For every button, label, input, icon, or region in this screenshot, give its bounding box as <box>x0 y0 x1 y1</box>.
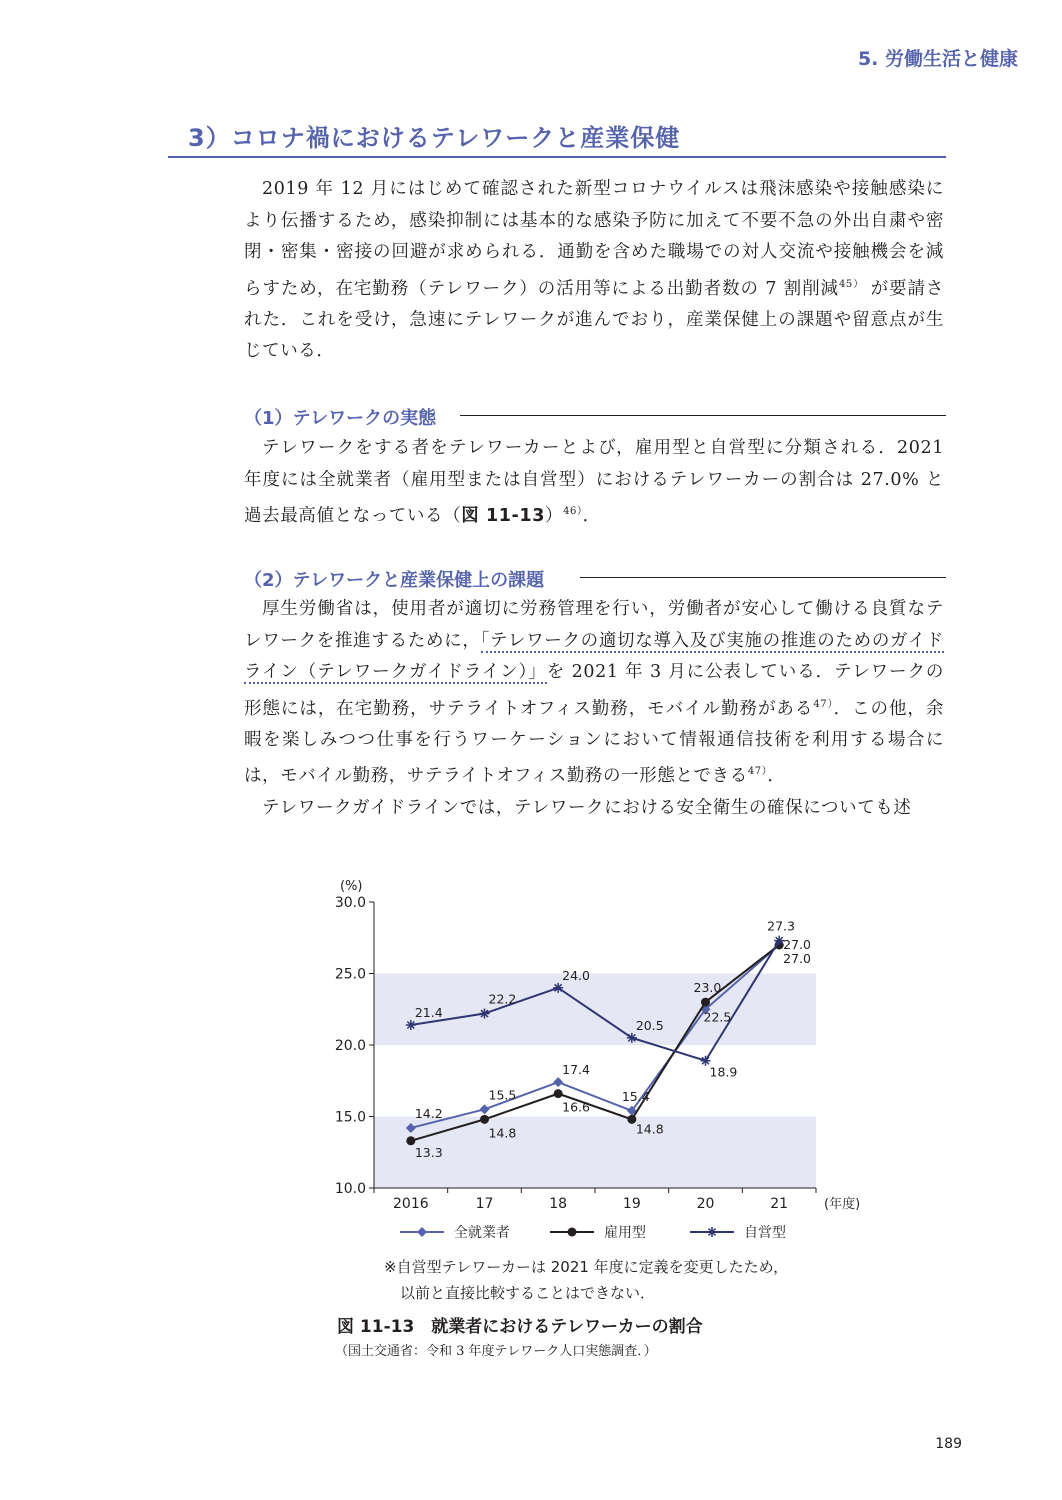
telework-line-chart <box>330 870 870 1250</box>
x-tick-label: 18 <box>549 1196 568 1212</box>
data-label: 27.3 <box>767 918 796 934</box>
legend-marker <box>417 1227 427 1237</box>
x-tick-label: 21 <box>770 1196 789 1212</box>
y-tick-label: 15.0 <box>334 1109 366 1126</box>
sub2-paragraph: 厚生労働省は，使用者が適切に労務管理を行い，労働者が安心して働ける良質なテレワークを推進するために，「テレワークの適切な導入及び実施の推進のためのガイドライン（テレワークガイドライン）」を 2021 年 3 月に公表している．テレワークの形態には，在宅勤務，サテライトオフィス勤務，モバイル勤務がある$^{47)}$．この他，余暇を楽しみつつ仕事を行うワーケーションにおいて情報通信技術を利用する場合には，モバイル勤務，サテライトオフィス勤務の一形態とできる$^{47)}$． テレワークガイドラインでは，テレワークにおける安全衛生の確保についても述 <box>244 599 945 818</box>
section-rule <box>168 156 946 158</box>
figure-reference-link[interactable]: 図 11-13 <box>461 505 545 526</box>
data-label: 16.6 <box>562 1099 591 1115</box>
page-number: 189 <box>935 1436 962 1452</box>
data-label: 17.4 <box>562 1062 591 1078</box>
data-point <box>480 1104 490 1114</box>
data-label: 18.9 <box>709 1064 738 1080</box>
sub2-rule <box>580 577 946 578</box>
data-label: 20.5 <box>635 1017 664 1033</box>
y-tick-label: 10.0 <box>334 1181 366 1197</box>
data-label: 13.3 <box>414 1144 443 1160</box>
data-label: 15.5 <box>488 1087 517 1103</box>
sub1-title: （1）テレワークの実態 <box>244 404 446 430</box>
data-label: 27.0 <box>783 936 812 952</box>
x-tick-label: 17 <box>475 1196 494 1212</box>
data-label: 14.2 <box>414 1105 443 1121</box>
data-point <box>553 1077 563 1087</box>
sub1-rule <box>460 415 946 416</box>
data-point <box>554 1089 563 1098</box>
legend-entry: 雇用型 <box>604 1225 646 1241</box>
x-tick-label: 2016 <box>393 1196 429 1212</box>
legend-entry: 全就業者 <box>454 1225 510 1241</box>
data-point <box>701 998 710 1007</box>
figure-caption: 図 11-13 就業者におけるテレワーカーの割合 <box>337 1317 703 1337</box>
chart-note-2: 以前と直接比較することはできない． <box>400 1284 656 1302</box>
data-label: 14.8 <box>635 1121 664 1137</box>
figure-source: （国土交通省：令和 3 年度テレワーク人口実態調査．） <box>335 1344 657 1359</box>
chart-note-1: ※自営型テレワーカーは 2021 年度に定義を変更したため， <box>384 1258 789 1276</box>
x-tick-label: 19 <box>622 1196 641 1212</box>
y-tick-label: 30.0 <box>334 895 366 911</box>
sub1-paragraph: テレワークをする者をテレワーカーとよび，雇用型と自営型に分類される．2021 年度には全就業者（雇用型または自営型）におけるテレワーカーの割合は 27.0% と過去最高値となっている（図 11-13）$^{46)}$． <box>244 438 944 526</box>
y-axis-label: (%) <box>340 879 363 894</box>
y-tick-label: 20.0 <box>334 1038 366 1054</box>
data-label: 14.8 <box>488 1125 517 1141</box>
section-title: 3）コロナ禍におけるテレワークと産業保健 <box>188 124 681 152</box>
data-label: 23.0 <box>693 980 722 996</box>
data-label: 24.0 <box>562 967 591 983</box>
x-tick-label: 20 <box>696 1196 715 1212</box>
data-point <box>480 1115 489 1124</box>
data-label: 27.0 <box>783 950 812 966</box>
data-label: 22.5 <box>703 1009 732 1025</box>
data-label: 22.2 <box>488 991 517 1007</box>
x-axis-label: (年度) <box>824 1197 861 1212</box>
y-tick-label: 25.0 <box>334 966 366 983</box>
legend-marker <box>707 1227 717 1237</box>
legend-marker <box>568 1228 577 1237</box>
legend-entry: 自営型 <box>744 1225 786 1241</box>
intro-paragraph: 2019 年 12 月にはじめて確認された新型コロナウイルスは飛沫感染や接触感染により伝播するため，感染抑制には基本的な感染予防に加えて不要不急の外出自粛や密閉・密集・密接の回避が求められる．通勤を含めた職場での対人交流や接触機会を減らすため，在宅勤務（テレワーク）の活用等による出勤者数の 7 割削減$^{45)}$ が要請された．これを受け，急速にテレワークが進んでおり，産業保健上の課題や留意点が生じている． <box>244 179 944 362</box>
running-header: 5. 労働生活と健康 <box>857 48 1018 70</box>
data-label: 21.4 <box>414 1004 443 1020</box>
sub2-title: （2）テレワークと産業保健上の課題 <box>244 566 554 592</box>
guideline-title: 「テレワークの適切な導入及び実施の推進のためのガイドライン（テレワークガイドライン）」 <box>244 630 944 682</box>
data-label: 15.4 <box>621 1088 650 1104</box>
